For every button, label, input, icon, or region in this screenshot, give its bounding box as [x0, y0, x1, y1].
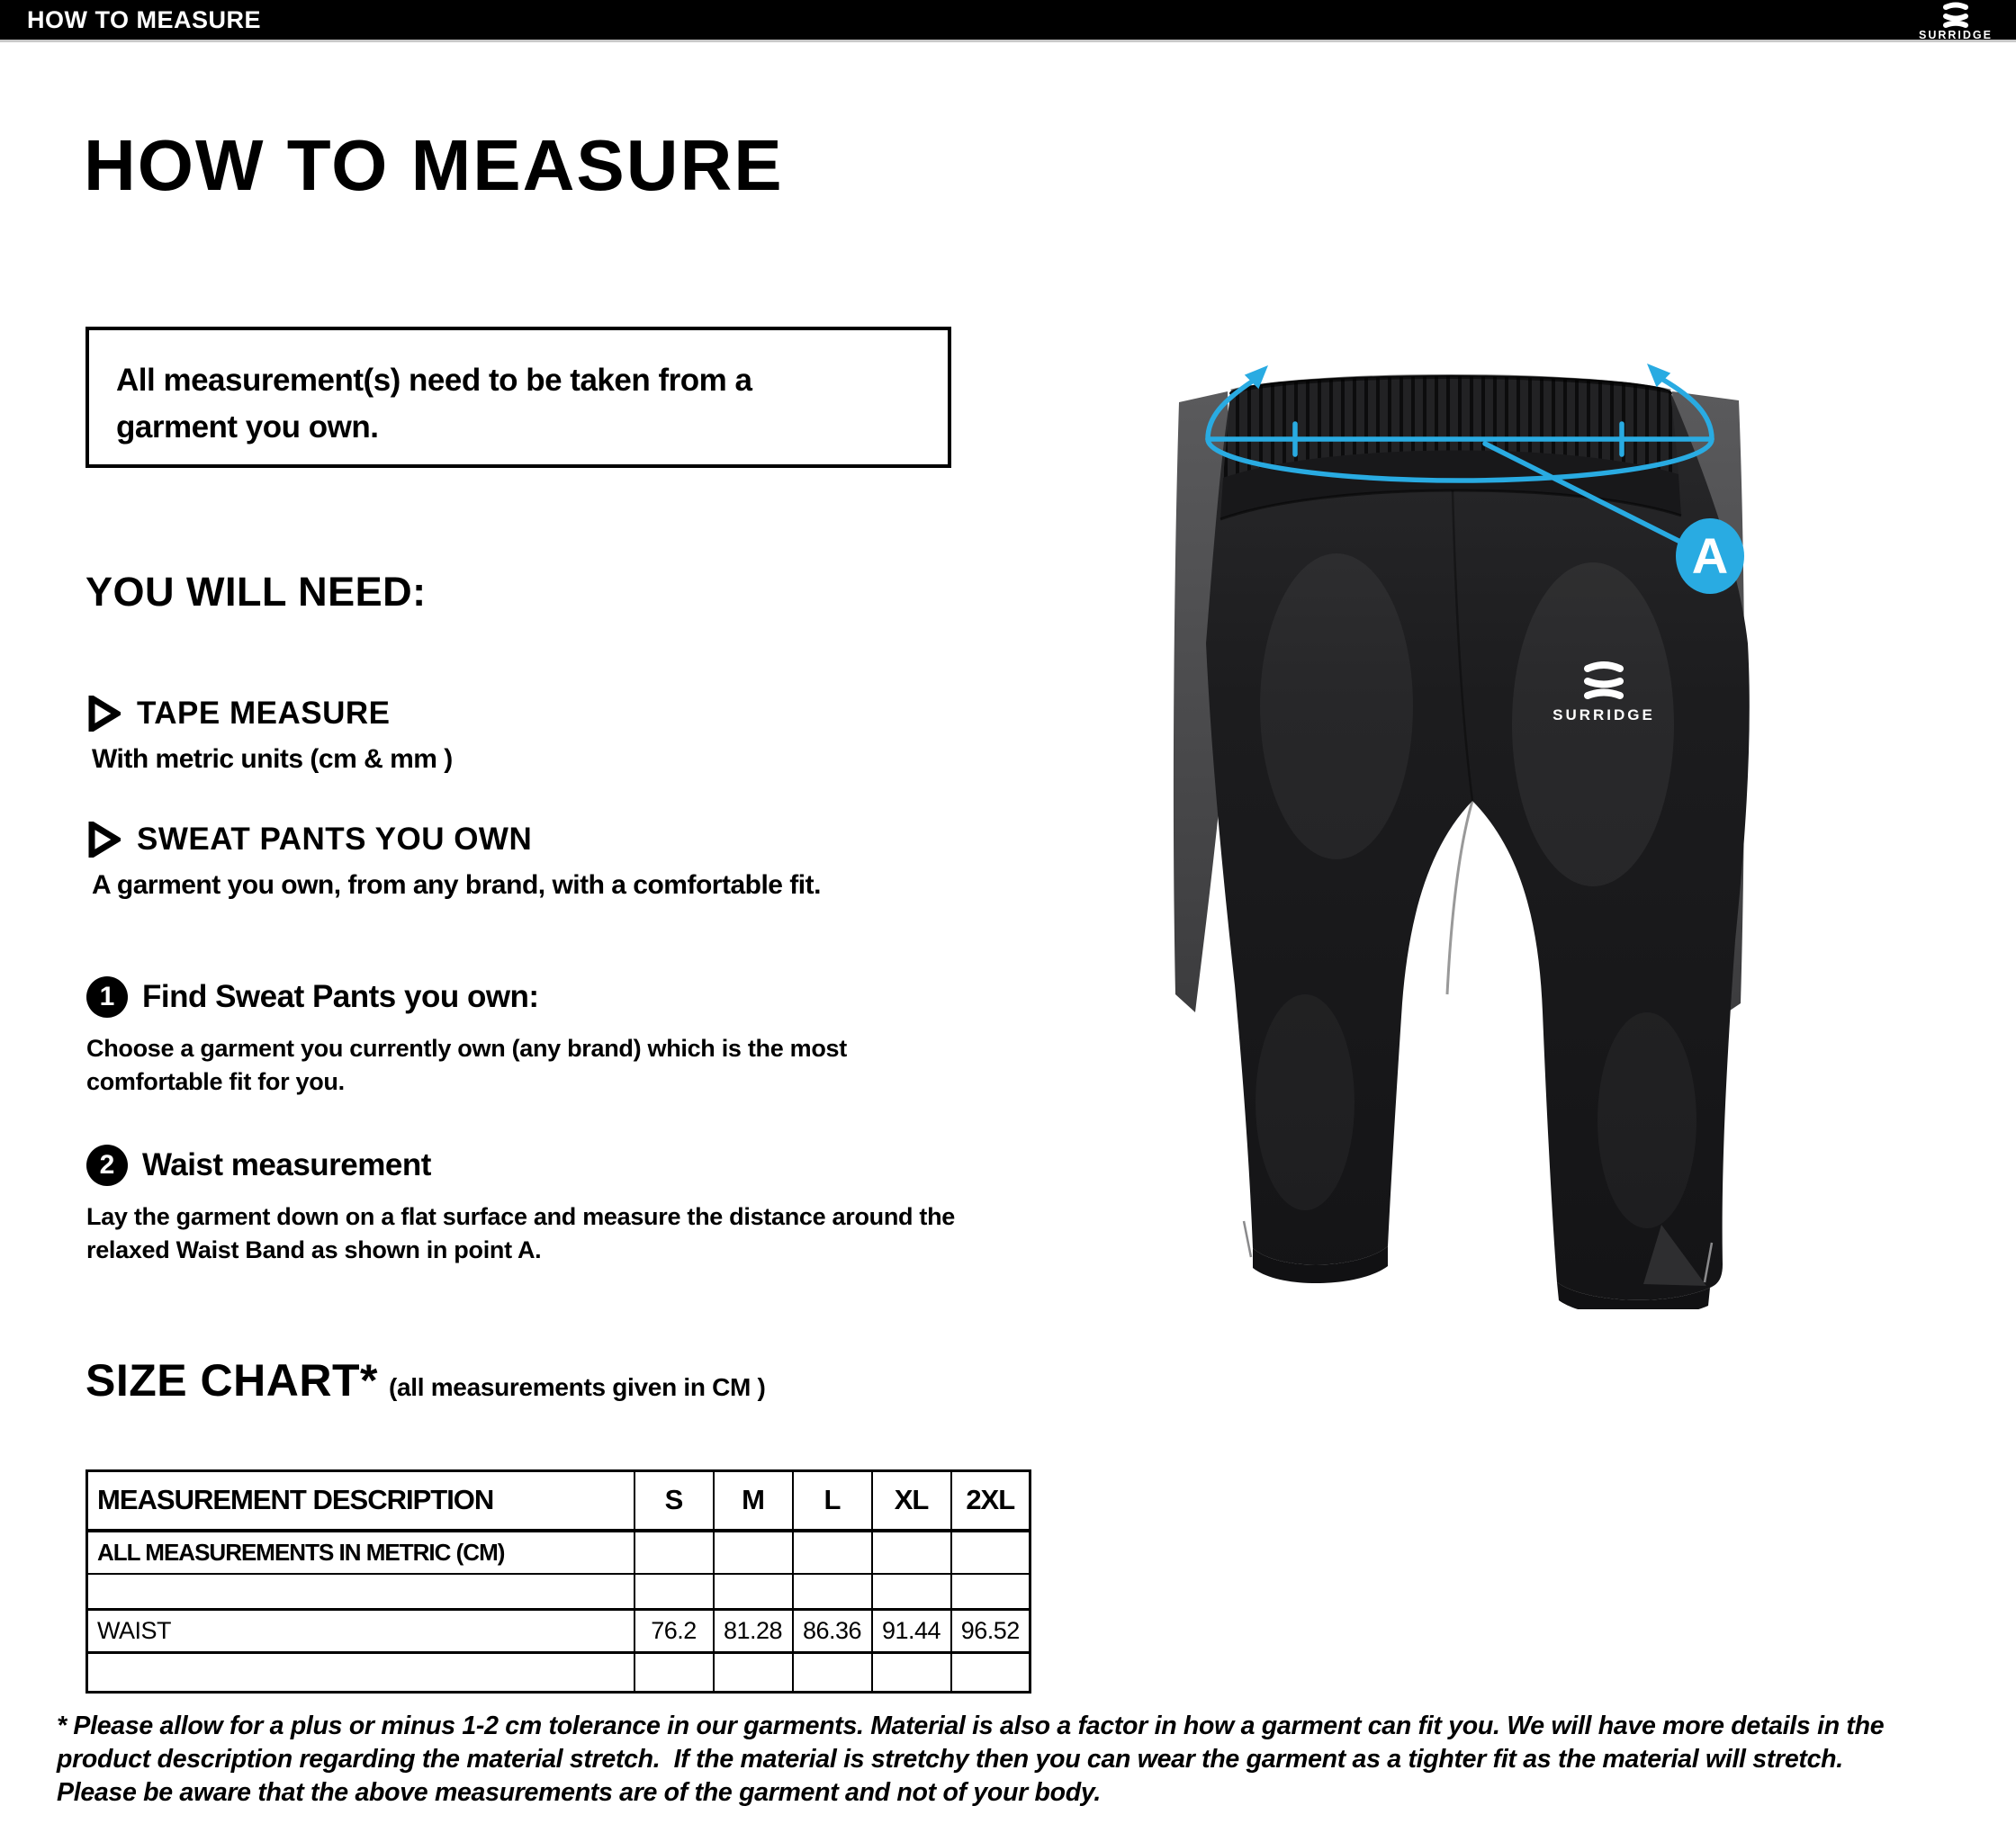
size-chart-cell: 96.52	[951, 1610, 1030, 1653]
notice-text: All measurement(s) need to be taken from a garment you own.	[116, 363, 752, 445]
size-chart-row	[87, 1653, 1030, 1693]
size-chart-table-wrap	[86, 1469, 1031, 1694]
size-chart-cell: 91.44	[872, 1610, 951, 1653]
step-number-badge: 1	[86, 976, 128, 1018]
need-item-title: SWEAT PANTS YOU OWN	[137, 822, 533, 857]
size-chart-cell	[714, 1574, 793, 1610]
size-chart-row-label	[87, 1653, 634, 1693]
surridge-logo-text: SURRIDGE	[1919, 29, 1993, 41]
step-description: Lay the garment down on a flat surface and measure the distance around the relaxed Waist Band as shown in point A.	[86, 1203, 956, 1263]
need-item-tape-measure	[88, 696, 453, 775]
size-chart-row	[87, 1610, 1030, 1653]
play-triangle-icon	[88, 696, 121, 732]
size-chart-row-label	[87, 1574, 634, 1610]
step-title: Waist measurement	[142, 1147, 431, 1182]
size-chart-cell	[634, 1653, 714, 1693]
surridge-logo-icon	[1906, 2, 2005, 41]
top-bar	[0, 0, 2016, 42]
size-chart-column-header: MEASUREMENT DESCRIPTION	[87, 1471, 634, 1531]
size-chart-cell	[634, 1574, 714, 1610]
size-chart-cell: 76.2	[634, 1610, 714, 1653]
step-2	[86, 1145, 968, 1267]
size-chart-cell	[951, 1653, 1030, 1693]
garment-logo-text: SURRIDGE	[1552, 706, 1655, 723]
size-chart-table	[86, 1469, 1031, 1694]
size-chart-cell	[714, 1653, 793, 1693]
point-a-badge	[1676, 518, 1744, 594]
need-item-description: A garment you own, from any brand, with a comfortable fit.	[92, 870, 821, 900]
size-chart-heading	[86, 1354, 766, 1406]
size-chart-cell	[872, 1574, 951, 1610]
page-title: HOW TO MEASURE	[84, 125, 784, 205]
step-description: Choose a garment you currently own (any brand) which is the most comfortable fit for you.	[86, 1035, 847, 1095]
play-triangle-icon	[88, 822, 121, 858]
need-item-sweat-pants	[88, 822, 821, 901]
notice-box	[86, 327, 951, 468]
size-chart-cell	[793, 1574, 872, 1610]
size-chart-column-header: 2XL	[951, 1471, 1030, 1531]
size-chart-column-header: XL	[872, 1471, 951, 1531]
you-will-need-heading: YOU WILL NEED:	[86, 569, 427, 615]
size-chart-row	[87, 1574, 1030, 1610]
size-chart-cell	[714, 1531, 793, 1574]
size-chart-cell	[872, 1531, 951, 1574]
size-chart-cell: 86.36	[793, 1610, 872, 1653]
size-chart-row-label: WAIST	[87, 1610, 634, 1653]
step-title: Find Sweat Pants you own:	[142, 979, 539, 1014]
size-chart-cell	[793, 1531, 872, 1574]
size-chart-title: SIZE CHART*	[86, 1355, 378, 1406]
top-bar-title: HOW TO MEASURE	[27, 5, 262, 33]
size-chart-row	[87, 1531, 1030, 1574]
size-chart-cell	[951, 1531, 1030, 1574]
footnote: * Please allow for a plus or minus 1-2 cm tolerance in our garments. Material is also a factor in how a garment can fit you. We will have more details in the product description regarding the material stretch. If the material is stretchy then you can wear the garment as a tighter fit as the material will stretch. Please be aware that the above measurements are of the garment and not of your body.	[57, 1712, 1891, 1807]
pants-diagram	[1161, 346, 1845, 1309]
size-chart-cell	[793, 1653, 872, 1693]
size-chart-subtitle: (all measurements given in CM )	[388, 1373, 766, 1401]
size-chart-column-header: S	[634, 1471, 714, 1531]
size-chart-column-header: L	[793, 1471, 872, 1531]
need-item-title: TAPE MEASURE	[137, 696, 391, 731]
point-a-label: A	[1691, 527, 1729, 584]
need-item-description: With metric units (cm & mm )	[92, 744, 453, 774]
size-chart-cell: 81.28	[714, 1610, 793, 1653]
size-chart-column-header: M	[714, 1471, 793, 1531]
step-number-badge: 2	[86, 1145, 128, 1186]
size-chart-header	[87, 1471, 1030, 1531]
size-chart-body	[87, 1531, 1030, 1693]
size-chart-row-label: ALL MEASUREMENTS IN METRIC (CM)	[87, 1531, 634, 1574]
size-chart-cell	[951, 1574, 1030, 1610]
step-1	[86, 976, 896, 1099]
size-chart-cell	[634, 1531, 714, 1574]
size-chart-cell	[872, 1653, 951, 1693]
